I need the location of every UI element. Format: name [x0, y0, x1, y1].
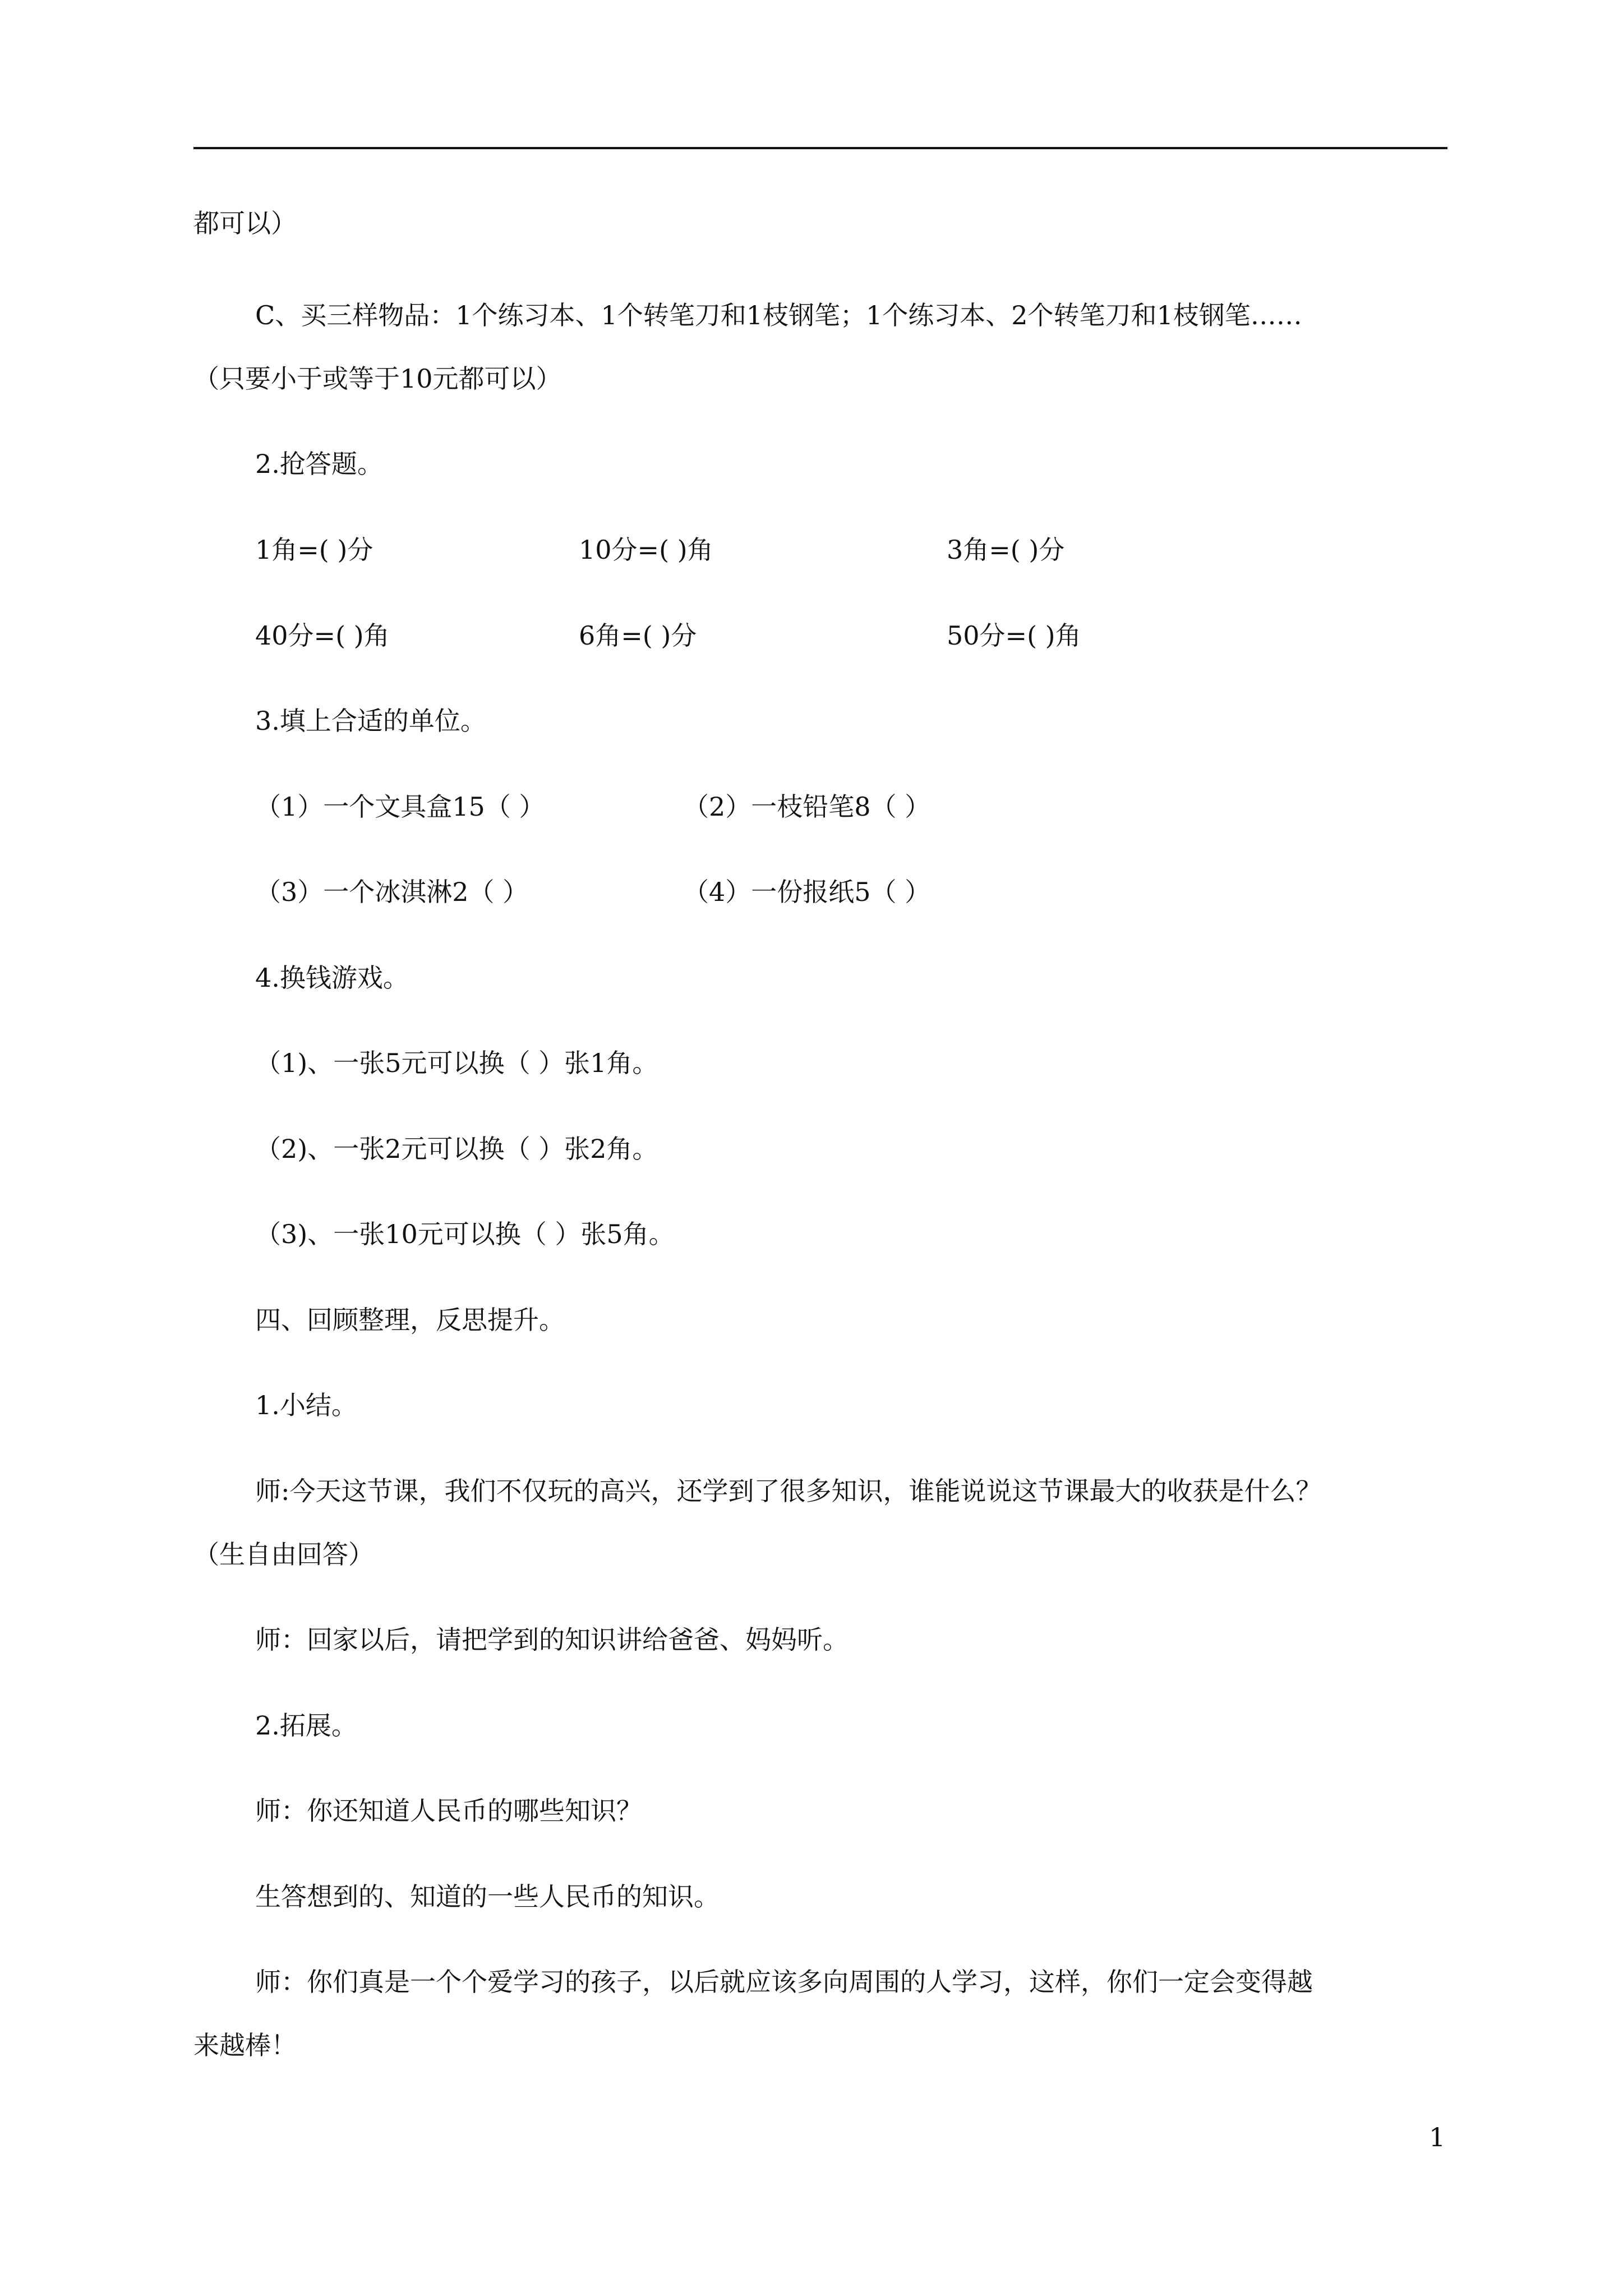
text-line: 3.填上合适的单位。 [255, 706, 486, 736]
text-line: 师:今天这节课，我们不仅玩的高兴，还学到了很多知识，谁能说说这节课最大的收获是什么？ [255, 1476, 1322, 1506]
text-line: （只要小于或等于10元都可以） [193, 364, 562, 394]
page-number: 1 [1429, 2122, 1446, 2152]
text-line: （2)、一张2元可以换（ ）张2角。 [255, 1134, 658, 1164]
text-line: （生自由回答） [193, 1539, 374, 1570]
exercise-item: 50分=( )角 [947, 620, 1081, 651]
exercise-item: （4）一份报纸5（ ） [683, 877, 931, 907]
text-line: 2.抢答题。 [255, 449, 383, 479]
text-line: C、买三样物品：1个练习本、1个转笔刀和1枝钢笔；1个练习本、2个转笔刀和1枝钢笔…… [255, 300, 1302, 330]
text-line: 师：回家以后，请把学到的知识讲给爸爸、妈妈听。 [255, 1625, 849, 1655]
text-line: 2.拓展。 [255, 1710, 357, 1741]
text-line: 都可以） [193, 208, 297, 238]
exercise-item: （2）一枝铅笔8（ ） [683, 792, 931, 822]
text-line: 1.小结。 [255, 1390, 357, 1420]
text-line: 生答想到的、知道的一些人民币的知识。 [255, 1881, 720, 1912]
exercise-item: 40分=( )角 [255, 620, 390, 651]
header-rule [193, 147, 1447, 149]
exercise-item: （3）一个冰淇淋2（ ） [255, 877, 529, 907]
text-line: 4.换钱游戏。 [255, 963, 409, 993]
section-heading: 四、回顾整理，反思提升。 [255, 1305, 565, 1335]
text-line: 来越棒！ [193, 2030, 297, 2060]
text-line: （1)、一张5元可以换（ ）张1角。 [255, 1048, 658, 1078]
text-line: 师：你们真是一个个爱学习的孩子，以后就应该多向周围的人学习，这样，你们一定会变得越 [255, 1967, 1313, 1997]
exercise-item: 6角=( )分 [579, 620, 697, 651]
text-line: 师：你还知道人民币的哪些知识？ [255, 1796, 642, 1826]
exercise-item: 1角=( )分 [255, 535, 374, 565]
exercise-item: （1）一个文具盒15（ ） [255, 792, 545, 822]
exercise-item: 3角=( )分 [947, 535, 1065, 565]
exercise-item: 10分=( )角 [579, 535, 713, 565]
text-line: （3)、一张10元可以换（ ）张5角。 [255, 1219, 675, 1249]
